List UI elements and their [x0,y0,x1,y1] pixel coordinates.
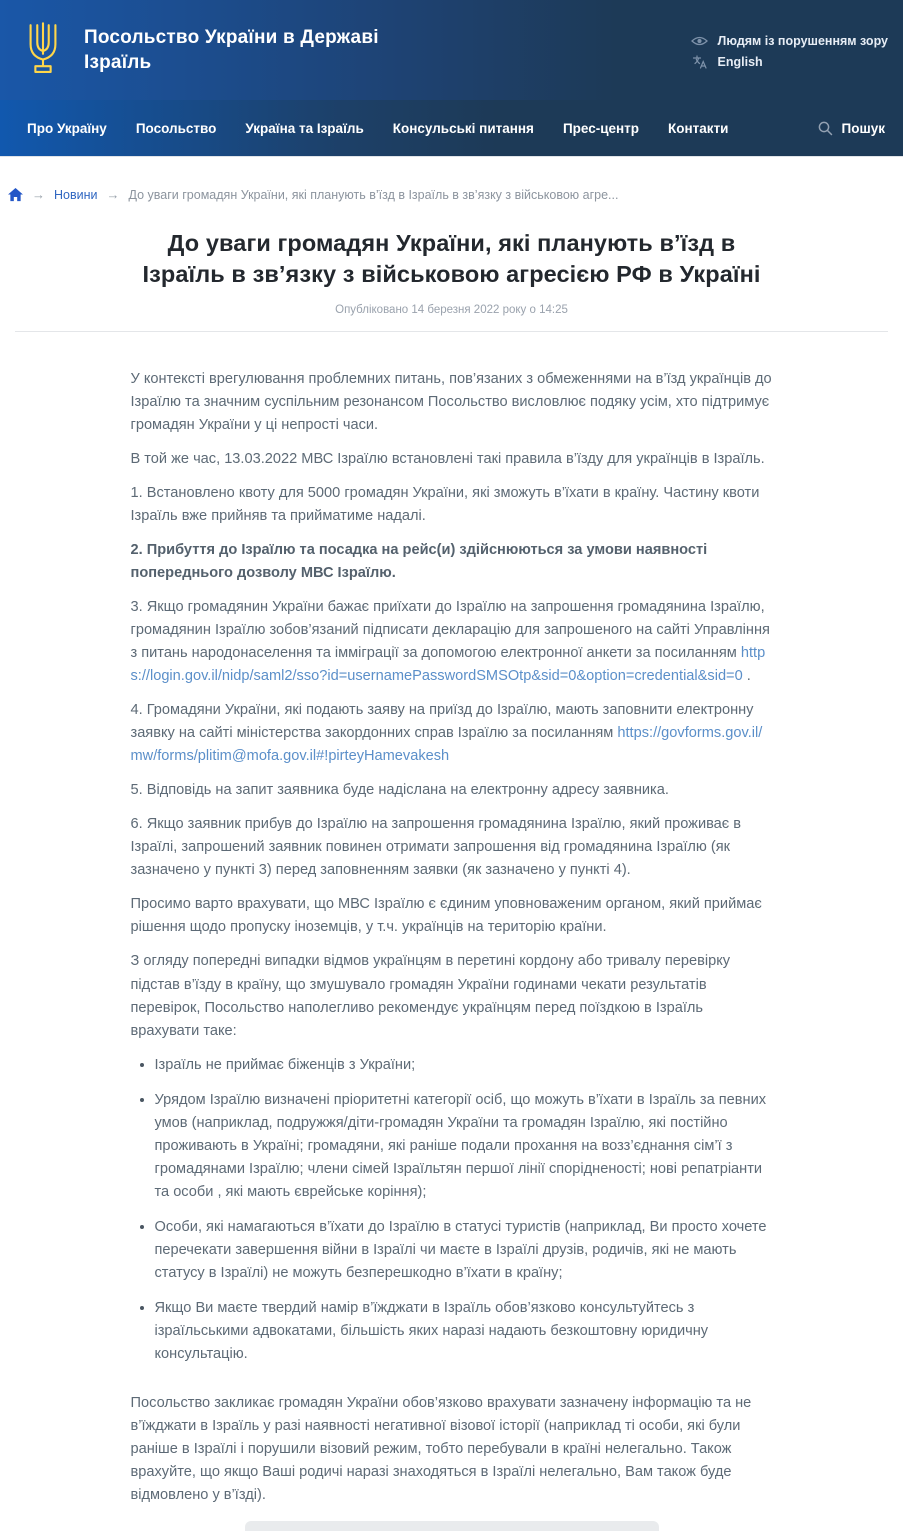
home-icon[interactable] [8,188,23,202]
language-label: English [717,54,763,69]
main-content [0,228,903,1531]
article-paragraph: З огляду попередні випадки відмов українцям в перетині кордону або тривалу перевірку підстав в’їзду в країну, що змушувало громадян України годинами чекати результатів перевірок, Посольство наполегливо рекомендує українцям перед поїздкою в Ізраїль врахувати таке: [130,953,731,1039]
breadcrumb-separator: → [32,187,45,202]
page-title: До уваги громадян України, які планують в’їзд в Ізраїль в зв’язку з військовою агресією РФ в Україні [142,230,761,288]
header-utility-links [691,32,888,69]
published-date: Опубліковано 14 березня 2022 року о 14:25 [335,303,568,316]
article-paragraph: 4. Громадяни України, які подають заяву на приїзд до Ізраїлю, мають заповнити електронну заявку на сайті міністерства закордонних справ Ізраїлю за посиланням https://govforms.gov.il/mw/forms/plitim@mofa.gov.il#!pirteyHamevakesh [130,702,763,765]
site-header [0,0,903,100]
search-button[interactable] [817,120,885,137]
article-paragraph: 5. Відповідь на запит заявника буде надіслана на електронну адресу заявника. [130,782,669,799]
site-logo-link[interactable] [22,21,389,79]
accessibility-label: Людям із порушенням зору [717,33,888,48]
article-list [131,1054,773,1367]
main-nav [0,100,903,157]
article-paragraph: 1. Встановлено квоту для 5000 громадян України, які зможуть в’їхати в країну. Частину квоти Ізраїль вже прийняв та прийматиме надалі. [130,484,760,524]
article-paragraph: 3. Якщо громадянин України бажає приїхати до Ізраїлю на запрошення громадянина Ізраїлю, громадянин Ізраїлю зобов’язаний підписати декларацію для запрошеного на сайті Управління з питань народонаселення та імміграції за допомогою електронної анкети за посиланням https://login.gov.il/nidp/saml2/sso?id=usernamePasswordSMSOtp&sid=0&option=credential&sid=0 . [130,598,770,685]
divider [15,331,888,332]
share-bar-partial [245,1521,659,1531]
translate-icon [691,55,709,69]
breadcrumb [0,157,903,202]
nav-item-embassy[interactable]: Посольство [135,120,217,136]
article-paragraph: Просимо варто врахувати, що МВС Ізраїлю є єдиним уповноваженим органом, який приймає рішення щодо пропуску іноземців, у т.ч. українців на територію країни. [130,896,762,936]
nav-item-about-ukraine[interactable]: Про Україну [27,120,107,136]
breadcrumb-separator: → [106,187,120,202]
search-icon [817,120,834,137]
list-item: • Особи, які намагаються в’їхати до Ізраїлю в статусі туристів (наприклад, Ви просто хочете перечекати завершення війни в Ізраїлі чи маєте в Ізраїлі друзів, родичів, які не мають статусу в Ізраїлі) не можуть безперешкодно в’їхати в країну; [155,1216,773,1285]
nav-item-contacts[interactable]: Контакти [668,120,729,136]
site-title: Посольство України в Державі Ізраїль [84,26,379,73]
breadcrumb-current: До уваги громадян України, які планують в’їзд в Ізраїль в зв’язку з військовою агре... [128,187,619,202]
nav-item-press-center[interactable]: Прес-центр [562,120,640,136]
eye-icon [691,35,709,47]
list-item: • Ізраїль не приймає біженців з України; [155,1054,773,1077]
breadcrumb-news-link[interactable]: Новини [54,187,98,202]
ukraine-trident-logo-icon [22,21,64,79]
nav-item-ukraine-and-israel[interactable]: Україна та Ізраїль [245,120,364,136]
article-paragraph: Посольство закликає громадян України обов’язково врахувати зазначену інформацію та не в’їжджати в Ізраїль у разі наявності негативної візової історії (наприклад ті особи, які були раніше в Ізраїлі і порушили візовий режим, тобто перебували в країні нелегально. Також врахуйте, що якщо Ваші родичі наразі знаходяться в Ізраїлі нелегально, Вам також буде відмовлено у в’їзді). [130,1395,752,1504]
article-paragraph: 6. Якщо заявник прибув до Ізраїлю на запрошення громадянина Ізраїлю, який проживає в Ізраїлі, запрошений заявник повинен отримати запрошення від громадянина Ізраїлю (як зазначено у пункті 3) перед заповненням заявки (як зазначено у пункті 4). [130,816,742,879]
language-link[interactable] [691,55,763,69]
article-paragraph: В той же час, 13.03.2022 МВС Ізраїлю встановлені такі правила в’їзду для українців в Ізраїль. [130,450,765,467]
article-link[interactable]: https://govforms.gov.il/mw/forms/plitim@mofa.gov.il#!pirteyHamevakesh [130,725,763,765]
accessibility-link[interactable] [691,34,888,48]
list-item: • Урядом Ізраїлю визначені пріоритетні категорії осіб, що можуть в’їхати в Ізраїль за певних умов (наприклад, подружжя/діти-громадян України та громадян Ізраїлю, які постійно проживають в Україні; громадяни, які раніше подали прохання на возз’єднання сім’ї з громадянами Ізраїлю; члени сімей Ізраїльтян першої лінії спорідненості; нові репатріанти та особи , які мають єврейське коріння); [155,1089,773,1204]
article-paragraph-bold: 2. Прибуття до Ізраїлю та посадка на рейс(и) здійснюються за умови наявності попереднього дозволу МВС Ізраїлю. [130,541,708,581]
list-item: • Якщо Ви маєте твердий намір в’їжджати в Ізраїль обов’язково консультуйтесь з ізраїльськими адвокатами, більшість яких наразі надають безкоштовну юридичну консультацію. [155,1297,773,1366]
article-paragraph: У контексті врегулювання проблемних питань, пов’язаних з обмеженнями на в’їзд українців до Ізраїлю та значним суспільним резонансом Посольство висловлює подяку усім, хто підтримує громадян України у ці непрості часи. [130,370,772,433]
article-link[interactable]: https://login.gov.il/nidp/saml2/sso?id=usernamePasswordSMSOtp&sid=0&option=credential&sid=0 [130,644,766,685]
article-body [131,368,773,1508]
nav-item-consular-issues[interactable]: Консульські питання [392,120,534,136]
search-label: Пошук [841,120,885,136]
nav-items [27,121,728,136]
